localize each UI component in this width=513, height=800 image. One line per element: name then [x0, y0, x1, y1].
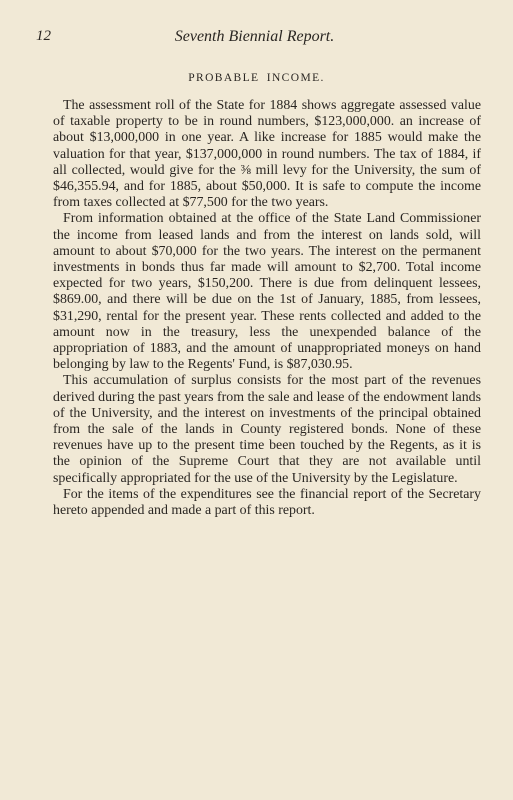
paragraph-land-income: From information obtained at the office of the State Land Commissioner the income from leased lands and from the interest on lands sold, will amount to about $70,000 for the two years. The interest on the permanent investments in bonds thus far made will amount to $2,700. Total income expected for two years, $150,200. There is due from delinquent lessees, $869.00, and there will be due on the 1st of January, 1885, from lessees, $31,290, rental for the present year. These rents collected and added to the amount now in the treasury, less the unexpended balance of the appropriation of 1883, and the amount of unappropriated moneys on hand belonging by law to the Regents' Fund, is $87,030.95. — [53, 211, 481, 373]
running-title: Seventh Biennial Report. — [174, 28, 335, 45]
section-heading: PROBABLE INCOME. — [188, 72, 325, 84]
page-number: 12 — [36, 28, 51, 44]
paragraph-probable-income-taxes: The assessment roll of the State for 1884 shows aggregate assessed value of taxable property to be in round numbers, $123,000,000. an increase of about $13,000,000 in one year. A like increase for 1885 would make the valuation for that year, $137,000,000 in round numbers. The tax of 1884, if all collected, would give for the ⅜ mill levy for the University, the sum of $46,355.94, and for 1885, about $50,000. It is safe to compute the income from taxes collected at $77,500 for the two years. — [53, 98, 481, 211]
body-text — [53, 98, 481, 519]
paragraph-expenditures-reference: For the items of the expenditures see the financial report of the Secretary hereto appended and made a part of this report. — [53, 486, 481, 519]
page-header — [36, 28, 473, 50]
paragraph-surplus-accumulation: This accumulation of surplus consists for the most part of the revenues derived during the past years from the sale and lease of the endowment lands of the University, and the interest on investments of the principal obtained from the sale of the lands in County registered bonds. None of these revenues have up to the present time been touched by the Regents, as it is the opinion of the Supreme Court that they are not available until specifically appropriated for the use of the University by the Legislature. — [53, 373, 481, 486]
